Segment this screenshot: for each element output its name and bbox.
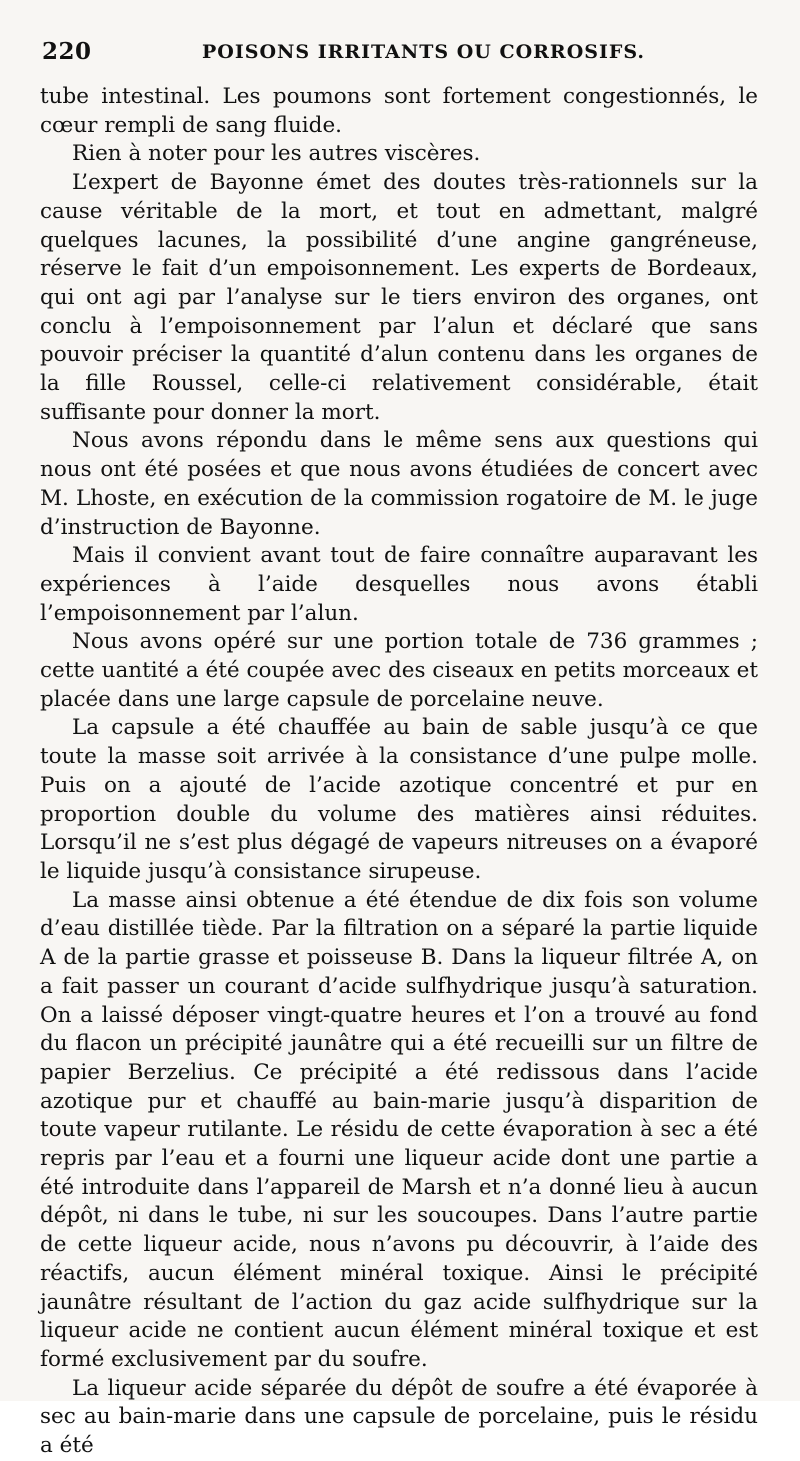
paragraph: La capsule a été chauffée au bain de sable jusqu’à ce que toute la masse soit arrivée à la consistance d’une pulpe molle. Puis on a ajouté de l’acide azotique concentré et pur en proportion double du volume des matières ainsi réduites. Lorsqu’il ne s’est plus dégagé de vapeurs nitreuses on a évaporé le liquide jusqu’à consistance sirupeuse. bbox=[40, 715, 758, 884]
paragraph: La masse ainsi obtenue a été étendue de dix fois son volume d’eau distillée tiède. Par la filtration on a séparé la partie liquide A de la partie grasse et poisseuse B. Dans la liqueur filtrée A, on a fait passer un courant d’acide sulfhydrique jusqu’à saturation. On a laissé déposer vingt-quatre heures et l’on a trouvé au fond du flacon un précipité jaunâtre qui a été recueilli sur un filtre de papier Berzelius. Ce précipité a été redissous dans l’acide azotique pur et chauffé au bain-marie jusqu’à disparition de toute vapeur rutilante. Le résidu de cette évaporation à sec a été repris par l’eau et a fourni une liqueur acide dont une partie a été introduite dans l’appareil de Marsh et n’a donné lieu à aucun dépôt, ni dans le tube, ni sur les soucoupes. Dans l’autre partie de cette liqueur acide, nous n’avons pu découvrir, à l’aide des réactifs, aucun élément minéral toxique. Ainsi le précipité jaunâtre résultant de l’action du gaz acide sulfhydrique sur la liqueur acide ne contient aucun élément minéral toxique et est formé exclusivement par du soufre. bbox=[40, 887, 758, 1372]
paragraph: Nous avons répondu dans le même sens aux questions qui nous ont été posées et que nous avons étudiées de concert avec M. Lhoste, en exécution de la commission rogatoire de M. le juge d’instruction de Bayonne. bbox=[40, 428, 758, 540]
paragraph: L’expert de Bayonne émet des doutes très-rationnels sur la cause véritable de la mort, et tout en admettant, malgré quelques lacunes, la possibilité d’une angine gangréneuse, réserve le fait d’un empoisonnement. Les experts de Bordeaux, qui ont agi par l’analyse sur le tiers environ des organes, ont conclu à l’empoisonnement par l’alun et déclaré que sans pouvoir préciser la quantité d’alun contenu dans les organes de la fille Roussel, celle-ci relativement considérable, était suffisante pour donner la mort. bbox=[40, 170, 758, 425]
body-text bbox=[40, 83, 758, 1461]
page-number: 220 bbox=[42, 38, 92, 65]
running-title: POISONS IRRITANTS OU CORROSIFS. bbox=[202, 41, 646, 63]
paragraph: Nous avons opéré sur une portion totale de 736 grammes ; cette uantité a été coupée avec des ciseaux en petits morceaux et placée dans une large capsule de porcelaine neuve. bbox=[40, 629, 758, 712]
page-header bbox=[42, 38, 758, 72]
paragraph: La liqueur acide séparée du dépôt de soufre a été évaporée à sec au bain-marie dans une capsule de porcelaine, puis le résidu a été bbox=[40, 1375, 758, 1459]
paragraph: tube intestinal. Les poumons sont fortement congestionnés, le cœur rempli de sang fluide. bbox=[40, 84, 758, 138]
paragraph: Mais il convient avant tout de faire connaître auparavant les expériences à l’aide desquelles nous avons établi l’empoisonnement par l’alun. bbox=[40, 543, 758, 626]
paragraph: Rien à noter pour les autres viscères. bbox=[72, 141, 481, 167]
